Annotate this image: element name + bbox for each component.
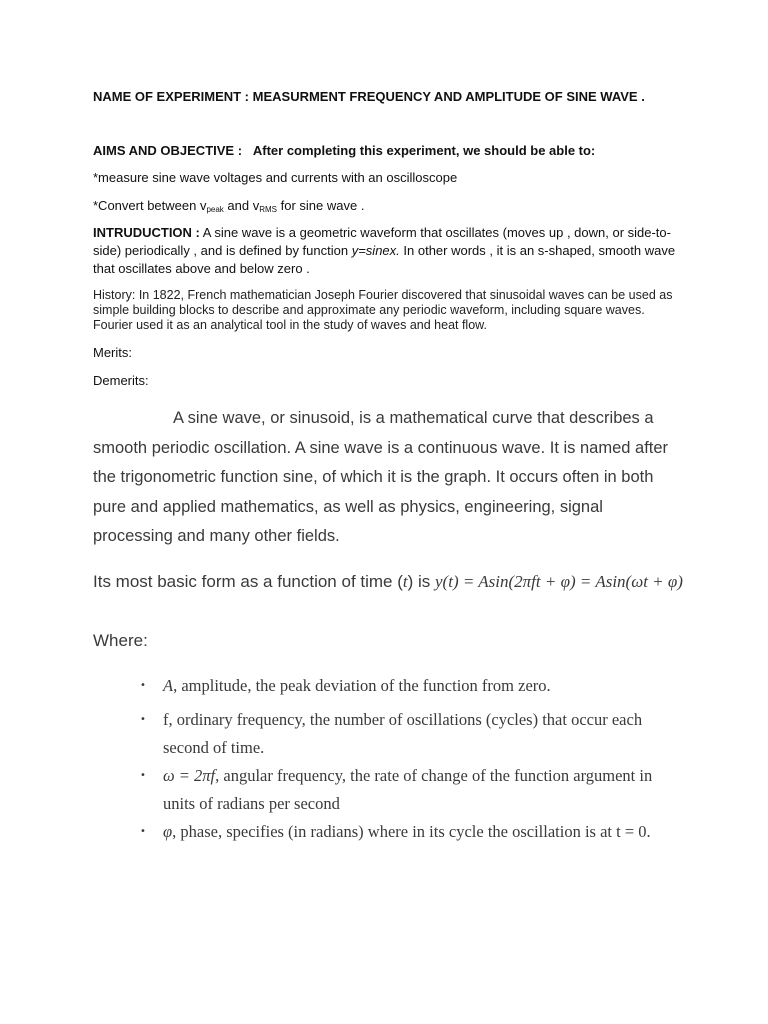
subscript-peak: peak	[206, 205, 224, 214]
aims-item-2-pre: *Convert between v	[93, 198, 207, 213]
formula-paragraph	[93, 567, 693, 597]
aims-item-2-mid: and v	[223, 198, 260, 213]
introduction-text-1: A sine wave is a geometric waveform that oscillates (moves up , down, or side-to-side) periodically , and is defined by function	[93, 225, 671, 258]
aims-item-2-post: for sine wave .	[277, 198, 365, 213]
merits-label: Merits:	[93, 345, 132, 360]
bullet-symbol: A	[163, 676, 174, 695]
bullet-text: , phase, specifies (in radians) where in its cycle the oscillation is at t = 0.	[172, 822, 651, 841]
formula-t: t	[402, 572, 408, 591]
aims-item-1: *measure sine wave voltages and currents with an oscilloscope	[93, 170, 458, 185]
list-item	[93, 762, 683, 818]
aims-heading	[93, 142, 595, 160]
experiment-title: MEASURMENT FREQUENCY AND AMPLITUDE OF SINE WAVE .	[252, 89, 645, 104]
introduction-text-2: In other words , it is an s-shaped, smooth wave that oscillates above and below zero .	[93, 243, 676, 276]
subscript-rms: RMS	[259, 205, 278, 214]
definitions-list	[93, 672, 683, 846]
formula-mid: ) is	[407, 572, 436, 591]
bullet-icon: •	[140, 770, 146, 781]
introduction-function: y=sinex.	[351, 243, 400, 258]
formula-expression: y(t) = Asin(2πft + φ) = Asin(ωt + φ)	[435, 572, 683, 591]
demerits-label: Demerits:	[93, 373, 149, 388]
list-item	[93, 818, 683, 846]
list-item	[93, 672, 683, 700]
description-paragraph: A sine wave, or sinusoid, is a mathematical curve that describes a smooth periodic oscillation. A sine wave is a continuous wave. It is named after the trigonometric function sine, of which it is the graph. It occurs often in both pure and applied mathematics, as well as physics, engineering, signal processing and many other fields.	[93, 409, 669, 545]
list-item	[93, 706, 683, 762]
bullet-icon: •	[140, 680, 146, 691]
formula-pre: Its most basic form as a function of time (	[93, 572, 403, 591]
history-paragraph: History: In 1822, French mathematician Joseph Fourier discovered that sinusoidal waves can be used as simple building blocks to describe and approximate any periodic waveform, including square waves. Fourier used it as an analytical tool in the study of waves and heat flow.	[93, 288, 673, 332]
bullet-text: , angular frequency, the rate of change of the function argument in units of radians per second	[163, 766, 653, 813]
bullet-text: f, ordinary frequency, the number of oscillations (cycles) that occur each second of time.	[163, 710, 643, 757]
bullet-icon: •	[140, 714, 146, 725]
introduction-label: INTRUDUCTION :	[93, 225, 200, 240]
bullet-symbol: ω = 2πf	[163, 766, 216, 785]
bullet-symbol: φ	[163, 822, 173, 841]
bullet-text: , amplitude, the peak deviation of the function from zero.	[173, 676, 551, 695]
bullet-icon: •	[140, 826, 146, 837]
introduction-paragraph	[93, 224, 678, 278]
experiment-label: NAME OF EXPERIMENT :	[93, 89, 250, 104]
experiment-heading	[93, 88, 645, 106]
aims-item-2	[93, 197, 364, 215]
where-label: Where:	[93, 631, 148, 650]
aims-lead: After completing this experiment, we should be able to:	[252, 143, 596, 158]
aims-label: AIMS AND OBJECTIVE :	[93, 143, 243, 158]
